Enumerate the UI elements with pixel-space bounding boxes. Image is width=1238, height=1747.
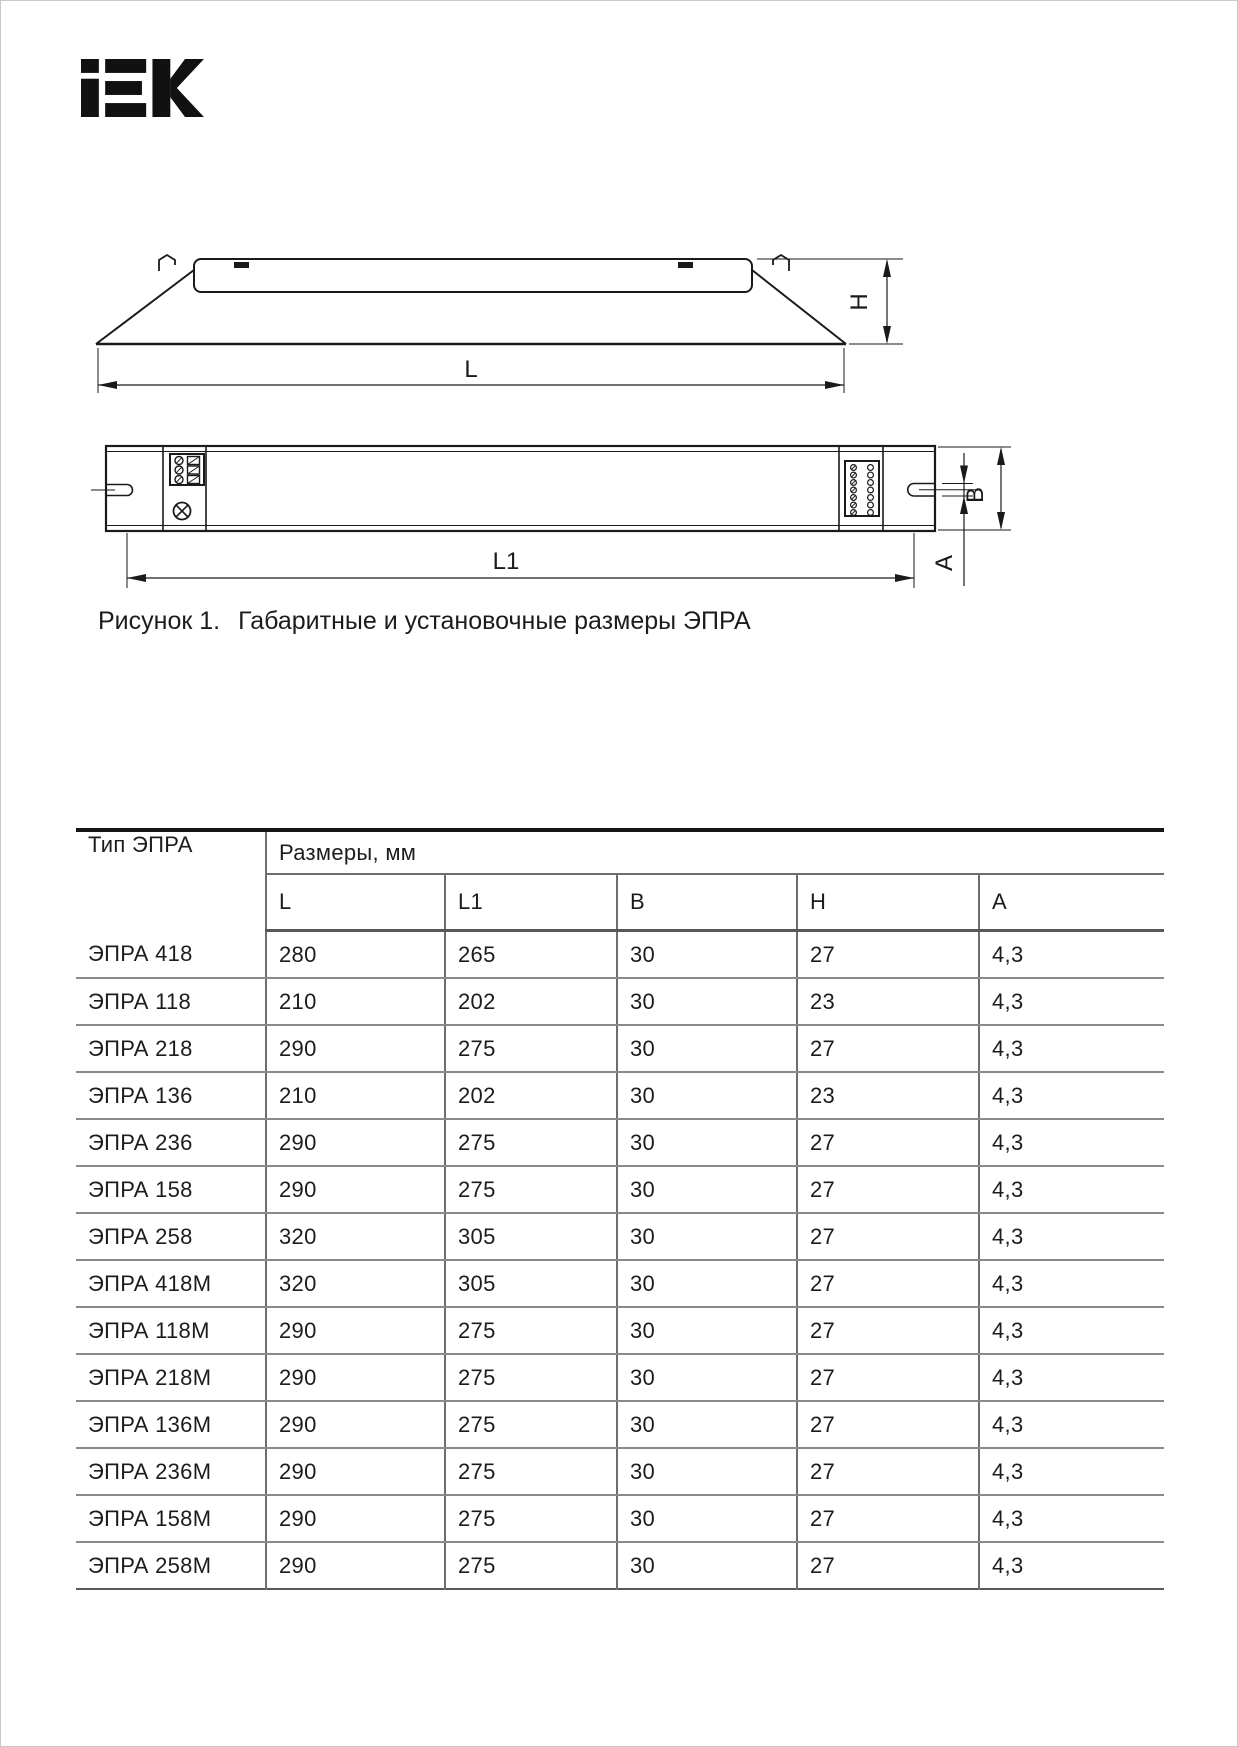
cell-l: 290 [266, 1448, 445, 1495]
cell-type: ЭПРА 218 [76, 1025, 266, 1072]
cell-h: 27 [797, 1166, 979, 1213]
cell-b: 30 [617, 1213, 797, 1260]
table-row [76, 1542, 1164, 1589]
col-header-l: L [266, 874, 445, 931]
cell-l: 210 [266, 1072, 445, 1119]
cell-h: 27 [797, 1401, 979, 1448]
cell-type: ЭПРА 118 [76, 978, 266, 1025]
table-row [76, 1119, 1164, 1166]
terminal-block-left [163, 447, 206, 530]
cell-h: 23 [797, 1072, 979, 1119]
cell-l1: 202 [445, 1072, 617, 1119]
table-row [76, 1354, 1164, 1401]
figure-caption [98, 607, 751, 636]
col-header-l1: L1 [445, 874, 617, 931]
cell-b: 30 [617, 1307, 797, 1354]
cell-a: 4,3 [979, 1307, 1164, 1354]
cell-l1: 275 [445, 1354, 617, 1401]
terminal-block-right [839, 447, 883, 530]
figure-drawings [1, 1, 1238, 621]
cell-l1: 275 [445, 1448, 617, 1495]
cell-l1: 275 [445, 1166, 617, 1213]
table-row [76, 1448, 1164, 1495]
dim-label-a: A [931, 554, 958, 572]
cell-a: 4,3 [979, 1448, 1164, 1495]
cell-a: 4,3 [979, 978, 1164, 1025]
table-row [76, 1025, 1164, 1072]
figure-caption-label: Рисунок 1. [98, 607, 221, 635]
cell-b: 30 [617, 1166, 797, 1213]
cell-a: 4,3 [979, 1025, 1164, 1072]
cell-l1: 265 [445, 931, 617, 979]
cell-l: 290 [266, 1307, 445, 1354]
col-header-h: H [797, 874, 979, 931]
cell-h: 27 [797, 931, 979, 979]
cell-h: 27 [797, 1307, 979, 1354]
cell-a: 4,3 [979, 1542, 1164, 1589]
cell-l1: 275 [445, 1119, 617, 1166]
cell-h: 27 [797, 1448, 979, 1495]
top-view-drawing [91, 446, 1011, 588]
table-row [76, 1307, 1164, 1354]
dim-label-l1: L1 [492, 548, 520, 575]
dim-label-b: B [962, 486, 989, 504]
cell-a: 4,3 [979, 1260, 1164, 1307]
cell-b: 30 [617, 1260, 797, 1307]
cell-type: ЭПРА 158М [76, 1495, 266, 1542]
cell-a: 4,3 [979, 931, 1164, 979]
cell-h: 27 [797, 1025, 979, 1072]
table-row [76, 1213, 1164, 1260]
col-header-a: A [979, 874, 1164, 931]
cell-l: 320 [266, 1213, 445, 1260]
ground-symbol [174, 503, 191, 520]
cell-l1: 275 [445, 1307, 617, 1354]
cell-a: 4,3 [979, 1354, 1164, 1401]
cell-b: 30 [617, 1119, 797, 1166]
cell-l1: 275 [445, 1025, 617, 1072]
table-row [76, 931, 1164, 979]
dim-l1 [127, 533, 914, 588]
cell-h: 23 [797, 978, 979, 1025]
cell-a: 4,3 [979, 1166, 1164, 1213]
cell-b: 30 [617, 1448, 797, 1495]
col-header-b: B [617, 874, 797, 931]
table-row [76, 1495, 1164, 1542]
cell-type: ЭПРА 236М [76, 1448, 266, 1495]
dimensions-table [76, 828, 1164, 1590]
cell-l1: 305 [445, 1260, 617, 1307]
col-header-type: Тип ЭПРА [88, 832, 193, 857]
cell-l: 320 [266, 1260, 445, 1307]
table-row [76, 1401, 1164, 1448]
cell-type: ЭПРА 118М [76, 1307, 266, 1354]
table-row [76, 1260, 1164, 1307]
cell-a: 4,3 [979, 1213, 1164, 1260]
cell-a: 4,3 [979, 1119, 1164, 1166]
cell-type: ЭПРА 236 [76, 1119, 266, 1166]
cell-b: 30 [617, 1401, 797, 1448]
col-group-header-sizes: Размеры, мм [266, 830, 1164, 874]
cell-h: 27 [797, 1213, 979, 1260]
cell-h: 27 [797, 1495, 979, 1542]
dim-label-l: L [464, 356, 478, 383]
cell-b: 30 [617, 1495, 797, 1542]
cell-l: 290 [266, 1401, 445, 1448]
cell-l1: 275 [445, 1401, 617, 1448]
cell-a: 4,3 [979, 1495, 1164, 1542]
cell-l: 290 [266, 1166, 445, 1213]
cell-l: 290 [266, 1119, 445, 1166]
cell-type: ЭПРА 136М [76, 1401, 266, 1448]
side-view-drawing [96, 255, 903, 393]
cell-a: 4,3 [979, 1072, 1164, 1119]
cell-type: ЭПРА 418 [76, 931, 266, 979]
table-row [76, 1166, 1164, 1213]
cell-l1: 202 [445, 978, 617, 1025]
cell-type: ЭПРА 258М [88, 1552, 212, 1578]
cell-l: 290 [266, 1495, 445, 1542]
cell-l: 280 [266, 931, 445, 979]
mounting-slot-left [91, 485, 133, 496]
cell-l: 290 [266, 1025, 445, 1072]
dim-label-h: H [846, 293, 873, 311]
cell-l: 290 [266, 1354, 445, 1401]
cell-l1: 305 [445, 1213, 617, 1260]
vent-slot [678, 262, 693, 268]
cell-l: 290 [266, 1542, 445, 1589]
cell-l: 210 [266, 978, 445, 1025]
cell-type: ЭПРА 218М [76, 1354, 266, 1401]
cell-h: 27 [797, 1354, 979, 1401]
cell-type: ЭПРА 136 [76, 1072, 266, 1119]
cell-type: ЭПРА 158 [76, 1166, 266, 1213]
vent-slot [234, 262, 249, 268]
cell-h: 27 [797, 1119, 979, 1166]
cell-l1: 275 [445, 1542, 617, 1589]
cell-b: 30 [617, 1072, 797, 1119]
cell-h: 27 [797, 1542, 979, 1589]
cell-a: 4,3 [979, 1401, 1164, 1448]
table-row [76, 978, 1164, 1025]
cell-type: ЭПРА 258 [76, 1213, 266, 1260]
cell-b: 30 [617, 1542, 797, 1589]
cell-b: 30 [617, 931, 797, 979]
cell-b: 30 [617, 1354, 797, 1401]
cell-b: 30 [617, 978, 797, 1025]
figure-caption-text: Габаритные и установочные размеры ЭПРА [238, 607, 751, 635]
table-row [76, 1072, 1164, 1119]
cell-b: 30 [617, 1025, 797, 1072]
cell-h: 27 [797, 1260, 979, 1307]
cell-type: ЭПРА 418М [76, 1260, 266, 1307]
cell-l1: 275 [445, 1495, 617, 1542]
